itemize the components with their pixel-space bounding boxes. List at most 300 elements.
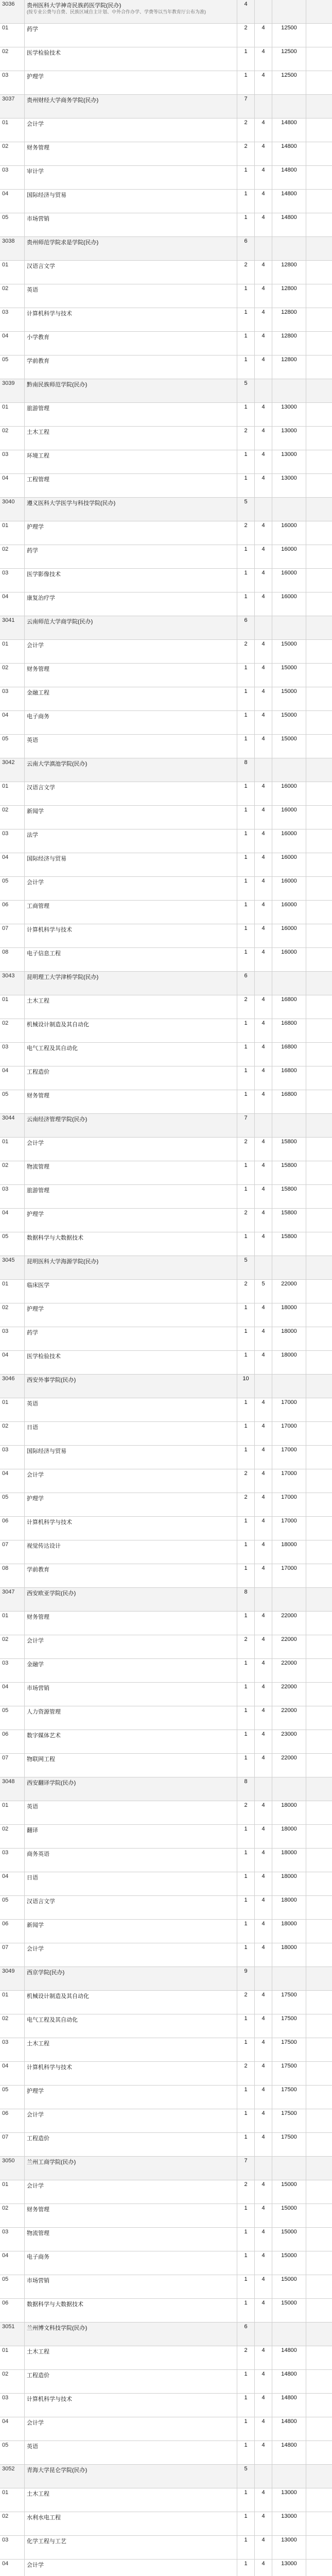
code-cell: 3052	[0, 2465, 25, 2488]
remark-cell	[306, 237, 332, 260]
plan-cell: 7	[237, 95, 255, 118]
plan-cell: 1	[237, 2512, 255, 2535]
duration-cell: 4	[255, 948, 272, 971]
remark-cell	[306, 24, 332, 47]
remark-cell	[306, 71, 332, 94]
plan-cell: 1	[237, 47, 255, 71]
code-cell: 03	[0, 166, 25, 189]
name-cell: 云南师范大学商学院(民办)	[25, 616, 237, 639]
code-cell: 05	[0, 213, 25, 236]
code-cell: 3036	[0, 0, 25, 23]
code-cell: 01	[0, 521, 25, 545]
plan-cell: 1	[237, 1659, 255, 1682]
plan-cell: 5	[237, 379, 255, 402]
code-cell: 06	[0, 1517, 25, 1540]
remark-cell	[306, 711, 332, 734]
code-cell: 02	[0, 2512, 25, 2535]
duration-cell: 4	[255, 24, 272, 47]
major-row	[0, 308, 332, 332]
remark-cell	[306, 1517, 332, 1540]
plan-cell: 2	[237, 142, 255, 165]
code-cell: 01	[0, 118, 25, 142]
tuition-cell	[272, 1588, 306, 1611]
code-cell: 02	[0, 1161, 25, 1184]
name-cell: 会计学	[25, 2417, 237, 2441]
name-cell: 会计学	[25, 877, 237, 900]
name-cell: 护理学	[25, 71, 237, 94]
duration-cell: 4	[255, 877, 272, 900]
plan-cell: 1	[237, 190, 255, 213]
name-cell: 机械设计制造及其自动化	[25, 1019, 237, 1042]
remark-cell	[306, 2204, 332, 2227]
code-cell: 05	[0, 2086, 25, 2109]
plan-cell: 2	[237, 1138, 255, 1161]
remark-cell	[306, 1090, 332, 1113]
remark-cell	[306, 1469, 332, 1493]
name-cell: 云南大学滇池学院(民办)	[25, 758, 237, 782]
duration-cell: 4	[255, 1066, 272, 1090]
name-cell: 黔南民族师范学院(民办)	[25, 379, 237, 402]
code-cell: 01	[0, 261, 25, 284]
plan-cell: 1	[237, 71, 255, 94]
name-cell: 环境工程	[25, 450, 237, 473]
remark-cell	[306, 2086, 332, 2109]
code-cell: 04	[0, 2560, 25, 2576]
name-cell: 法学	[25, 829, 237, 853]
tuition-cell: 17000	[272, 1564, 306, 1587]
name-cell: 工程造价	[25, 2133, 237, 2156]
code-cell: 05	[0, 1706, 25, 1730]
name-cell: 贵州师范学院求是学院(民办)	[25, 237, 237, 260]
code-cell: 02	[0, 427, 25, 450]
plan-cell: 1	[237, 1019, 255, 1042]
name-cell: 电子信息工程	[25, 948, 237, 971]
remark-cell	[306, 1991, 332, 2014]
plan-cell: 1	[237, 1896, 255, 1919]
remark-cell	[306, 924, 332, 947]
tuition-cell: 17000	[272, 1517, 306, 1540]
duration-cell: 4	[255, 829, 272, 853]
tuition-cell	[272, 2323, 306, 2346]
duration-cell: 4	[255, 592, 272, 616]
tuition-cell: 14800	[272, 166, 306, 189]
major-row	[0, 924, 332, 948]
name-cell: 商务英语	[25, 1849, 237, 1872]
name-cell: 数据科学与大数据技术	[25, 2299, 237, 2322]
code-cell: 07	[0, 1540, 25, 1564]
major-row	[0, 1612, 332, 1635]
code-cell: 04	[0, 2062, 25, 2085]
major-row	[0, 2038, 332, 2062]
major-row	[0, 2251, 332, 2275]
plan-cell: 1	[237, 1185, 255, 1208]
institution-row	[0, 1967, 332, 1991]
remark-cell	[306, 118, 332, 142]
tuition-cell: 15000	[272, 2275, 306, 2298]
remark-cell	[306, 1588, 332, 1611]
remark-cell	[306, 1967, 332, 1990]
code-cell: 05	[0, 877, 25, 900]
remark-cell	[306, 213, 332, 236]
name-cell: 国际经济与贸易	[25, 1446, 237, 1469]
duration-cell: 4	[255, 1019, 272, 1042]
tuition-cell: 15000	[272, 664, 306, 687]
tuition-cell: 13000	[272, 474, 306, 497]
plan-cell: 2	[237, 1209, 255, 1232]
name-cell: 物联网工程	[25, 1754, 237, 1777]
remark-cell	[306, 1635, 332, 1658]
major-row	[0, 1232, 332, 1256]
tuition-cell: 17000	[272, 1469, 306, 1493]
remark-cell	[306, 2417, 332, 2441]
major-row	[0, 2180, 332, 2204]
code-cell: 04	[0, 1683, 25, 1706]
major-row	[0, 829, 332, 853]
remark-cell	[306, 1161, 332, 1184]
name-cell: 英语	[25, 284, 237, 308]
plan-cell: 1	[237, 355, 255, 379]
name-cell: 会计学	[25, 2109, 237, 2132]
plan-cell: 1	[237, 1564, 255, 1587]
duration-cell	[255, 498, 272, 521]
institution-row	[0, 0, 332, 24]
duration-cell: 4	[255, 2512, 272, 2535]
tuition-cell: 22000	[272, 1754, 306, 1777]
major-row	[0, 853, 332, 877]
tuition-cell: 15000	[272, 2251, 306, 2275]
duration-cell: 4	[255, 2133, 272, 2156]
code-cell: 04	[0, 1209, 25, 1232]
major-row	[0, 1280, 332, 1303]
tuition-cell	[272, 1375, 306, 1398]
major-row	[0, 1825, 332, 1849]
plan-cell: 5	[237, 2465, 255, 2488]
plan-cell: 6	[237, 616, 255, 639]
name-cell: 新闻学	[25, 806, 237, 829]
remark-cell	[306, 308, 332, 331]
code-cell: 03	[0, 2038, 25, 2061]
name-cell: 物流管理	[25, 1161, 237, 1184]
tuition-cell: 14800	[272, 2417, 306, 2441]
tuition-cell	[272, 758, 306, 782]
major-row	[0, 1896, 332, 1920]
major-row	[0, 2275, 332, 2299]
tuition-cell: 18000	[272, 1825, 306, 1848]
plan-cell: 1	[237, 1754, 255, 1777]
tuition-cell: 17500	[272, 2014, 306, 2038]
major-row	[0, 1066, 332, 1090]
remark-cell	[306, 2014, 332, 2038]
code-cell: 02	[0, 664, 25, 687]
name-cell: 财务管理	[25, 142, 237, 165]
major-row	[0, 948, 332, 972]
tuition-cell: 16800	[272, 1043, 306, 1066]
duration-cell	[255, 616, 272, 639]
duration-cell: 4	[255, 403, 272, 426]
plan-cell: 1	[237, 2560, 255, 2576]
remark-cell	[306, 948, 332, 971]
tuition-cell: 14800	[272, 190, 306, 213]
tuition-cell	[272, 2465, 306, 2488]
duration-cell	[255, 1967, 272, 1990]
major-row	[0, 2441, 332, 2465]
name-cell: 电子商务	[25, 711, 237, 734]
name-cell: 西京学院(民办)	[25, 1967, 237, 1990]
name-cell: 会计学	[25, 1635, 237, 1658]
code-cell: 3042	[0, 758, 25, 782]
remark-cell	[306, 829, 332, 853]
duration-cell: 4	[255, 1659, 272, 1682]
plan-cell: 2	[237, 1493, 255, 1516]
code-cell: 06	[0, 2299, 25, 2322]
remark-cell	[306, 2441, 332, 2464]
name-cell: 医学影像技术	[25, 569, 237, 592]
remark-cell	[306, 1019, 332, 1042]
tuition-cell	[272, 2157, 306, 2180]
tuition-cell: 18000	[272, 1872, 306, 1895]
name-cell: 日语	[25, 1422, 237, 1445]
plan-cell: 1	[237, 592, 255, 616]
major-row	[0, 2512, 332, 2536]
plan-cell: 1	[237, 1161, 255, 1184]
remark-cell	[306, 2560, 332, 2576]
name-cell: 财务管理	[25, 1612, 237, 1635]
tuition-cell: 18000	[272, 1801, 306, 1824]
code-cell: 01	[0, 782, 25, 805]
code-cell: 02	[0, 2370, 25, 2393]
duration-cell: 4	[255, 2370, 272, 2393]
tuition-cell: 12800	[272, 355, 306, 379]
name-cell: 国际经济与贸易	[25, 190, 237, 213]
remark-cell	[306, 2038, 332, 2061]
tuition-cell: 12800	[272, 284, 306, 308]
plan-cell: 1	[237, 2417, 255, 2441]
institution-row	[0, 616, 332, 640]
plan-cell: 1	[237, 1612, 255, 1635]
code-cell: 01	[0, 1801, 25, 1824]
duration-cell: 4	[255, 1161, 272, 1184]
duration-cell: 4	[255, 2228, 272, 2251]
duration-cell: 4	[255, 1612, 272, 1635]
plan-cell: 1	[237, 782, 255, 805]
code-cell: 3041	[0, 616, 25, 639]
major-row	[0, 355, 332, 379]
duration-cell: 4	[255, 1706, 272, 1730]
tuition-cell	[272, 1114, 306, 1137]
duration-cell	[255, 2465, 272, 2488]
major-row	[0, 1138, 332, 1161]
duration-cell: 4	[255, 308, 272, 331]
duration-cell: 4	[255, 640, 272, 663]
name-cell: 数据科学与大数据技术	[25, 1232, 237, 1256]
duration-cell: 5	[255, 1280, 272, 1303]
tuition-cell: 18000	[272, 1327, 306, 1350]
major-row	[0, 213, 332, 237]
tuition-cell: 14800	[272, 2441, 306, 2464]
major-row	[0, 545, 332, 569]
name-cell: 会计学	[25, 1943, 237, 1967]
tuition-cell: 18000	[272, 1540, 306, 1564]
institution-row	[0, 1777, 332, 1801]
code-cell: 04	[0, 332, 25, 355]
major-row	[0, 284, 332, 308]
tuition-cell: 16000	[272, 829, 306, 853]
remark-cell	[306, 901, 332, 924]
code-cell: 02	[0, 1019, 25, 1042]
remark-cell	[306, 1398, 332, 1421]
remark-cell	[306, 2133, 332, 2156]
remark-cell	[306, 2346, 332, 2369]
major-row	[0, 2346, 332, 2370]
remark-cell	[306, 2228, 332, 2251]
remark-cell	[306, 2512, 332, 2535]
code-cell: 03	[0, 71, 25, 94]
tuition-cell: 17000	[272, 1398, 306, 1421]
plan-cell: 2	[237, 1991, 255, 2014]
major-row	[0, 2086, 332, 2109]
remark-cell	[306, 1920, 332, 1943]
institution-row	[0, 1256, 332, 1280]
remark-cell	[306, 142, 332, 165]
tuition-cell: 16800	[272, 1090, 306, 1113]
name-cell: 汉语言文学	[25, 782, 237, 805]
plan-cell: 1	[237, 1327, 255, 1350]
remark-cell	[306, 2180, 332, 2204]
plan-cell: 1	[237, 1683, 255, 1706]
duration-cell: 4	[255, 2014, 272, 2038]
duration-cell: 4	[255, 1540, 272, 1564]
duration-cell: 4	[255, 521, 272, 545]
plan-cell: 5	[237, 1256, 255, 1279]
code-cell: 02	[0, 2204, 25, 2227]
duration-cell	[255, 237, 272, 260]
name-cell: 土木工程	[25, 2488, 237, 2512]
tuition-cell: 16800	[272, 1066, 306, 1090]
duration-cell: 4	[255, 261, 272, 284]
remark-cell	[306, 95, 332, 118]
name-cell: 英语	[25, 1801, 237, 1824]
plan-cell: 2	[237, 427, 255, 450]
plan-cell: 7	[237, 2157, 255, 2180]
name-cell: 土木工程	[25, 427, 237, 450]
duration-cell: 4	[255, 806, 272, 829]
tuition-cell: 12800	[272, 261, 306, 284]
duration-cell: 4	[255, 1943, 272, 1967]
major-row	[0, 1090, 332, 1114]
name-cell: 会计学	[25, 2180, 237, 2204]
major-row	[0, 1469, 332, 1493]
tuition-cell	[272, 237, 306, 260]
name-cell: 金融工程	[25, 687, 237, 710]
code-cell: 02	[0, 806, 25, 829]
name-cell: 学前教育	[25, 355, 237, 379]
name-cell: 国际经济与贸易	[25, 853, 237, 876]
duration-cell: 4	[255, 545, 272, 568]
duration-cell: 4	[255, 71, 272, 94]
tuition-cell: 16000	[272, 924, 306, 947]
major-row	[0, 901, 332, 924]
plan-cell: 2	[237, 118, 255, 142]
tuition-cell: 23000	[272, 1730, 306, 1753]
code-cell: 05	[0, 735, 25, 758]
tuition-cell: 16000	[272, 853, 306, 876]
tuition-cell: 22000	[272, 1612, 306, 1635]
tuition-cell: 13000	[272, 450, 306, 473]
plan-cell: 1	[237, 1943, 255, 1967]
name-cell: 青海大学昆仑学院(民办)	[25, 2465, 237, 2488]
major-row	[0, 261, 332, 284]
plan-cell: 1	[237, 1351, 255, 1374]
code-cell: 03	[0, 450, 25, 473]
plan-cell: 1	[237, 1920, 255, 1943]
plan-cell: 2	[237, 521, 255, 545]
remark-cell	[306, 1540, 332, 1564]
remark-cell	[306, 735, 332, 758]
duration-cell: 4	[255, 782, 272, 805]
remark-cell	[306, 972, 332, 995]
major-row	[0, 474, 332, 498]
remark-cell	[306, 1209, 332, 1232]
code-cell: 06	[0, 901, 25, 924]
name-cell: 药学	[25, 24, 237, 47]
duration-cell: 4	[255, 2560, 272, 2576]
code-cell: 05	[0, 1896, 25, 1919]
remark-cell	[306, 1730, 332, 1753]
major-row	[0, 2536, 332, 2560]
remark-cell	[306, 450, 332, 473]
duration-cell: 4	[255, 1185, 272, 1208]
duration-cell: 4	[255, 190, 272, 213]
duration-cell	[255, 1114, 272, 1137]
name-cell: 药学	[25, 545, 237, 568]
name-cell: 遵义医科大学医学与科技学院(民办)	[25, 498, 237, 521]
plan-cell: 1	[237, 2109, 255, 2132]
duration-cell: 4	[255, 2251, 272, 2275]
remark-cell	[306, 1872, 332, 1895]
major-row	[0, 24, 332, 47]
name-cell: 市场营销	[25, 1683, 237, 1706]
code-cell: 05	[0, 2275, 25, 2298]
tuition-cell: 16000	[272, 901, 306, 924]
remark-cell	[306, 379, 332, 402]
name-cell: 工程造价	[25, 2370, 237, 2393]
name-cell: 物流管理	[25, 2228, 237, 2251]
institution-row	[0, 1114, 332, 1138]
remark-cell	[306, 545, 332, 568]
major-row	[0, 687, 332, 711]
duration-cell: 4	[255, 924, 272, 947]
duration-cell: 4	[255, 213, 272, 236]
remark-cell	[306, 2299, 332, 2322]
major-row	[0, 1422, 332, 1446]
major-row	[0, 1517, 332, 1540]
plan-cell: 1	[237, 2394, 255, 2417]
duration-cell	[255, 0, 272, 23]
name-cell: 新闻学	[25, 1920, 237, 1943]
code-cell: 03	[0, 1185, 25, 1208]
remark-cell	[306, 355, 332, 379]
code-cell: 3043	[0, 972, 25, 995]
duration-cell: 4	[255, 2394, 272, 2417]
name-cell: 土木工程	[25, 995, 237, 1019]
plan-cell: 2	[237, 1635, 255, 1658]
tuition-cell: 18000	[272, 1943, 306, 1967]
code-cell: 04	[0, 474, 25, 497]
code-cell: 06	[0, 2109, 25, 2132]
plan-cell: 1	[237, 545, 255, 568]
tuition-cell	[272, 1777, 306, 1801]
plan-cell: 2	[237, 2062, 255, 2085]
